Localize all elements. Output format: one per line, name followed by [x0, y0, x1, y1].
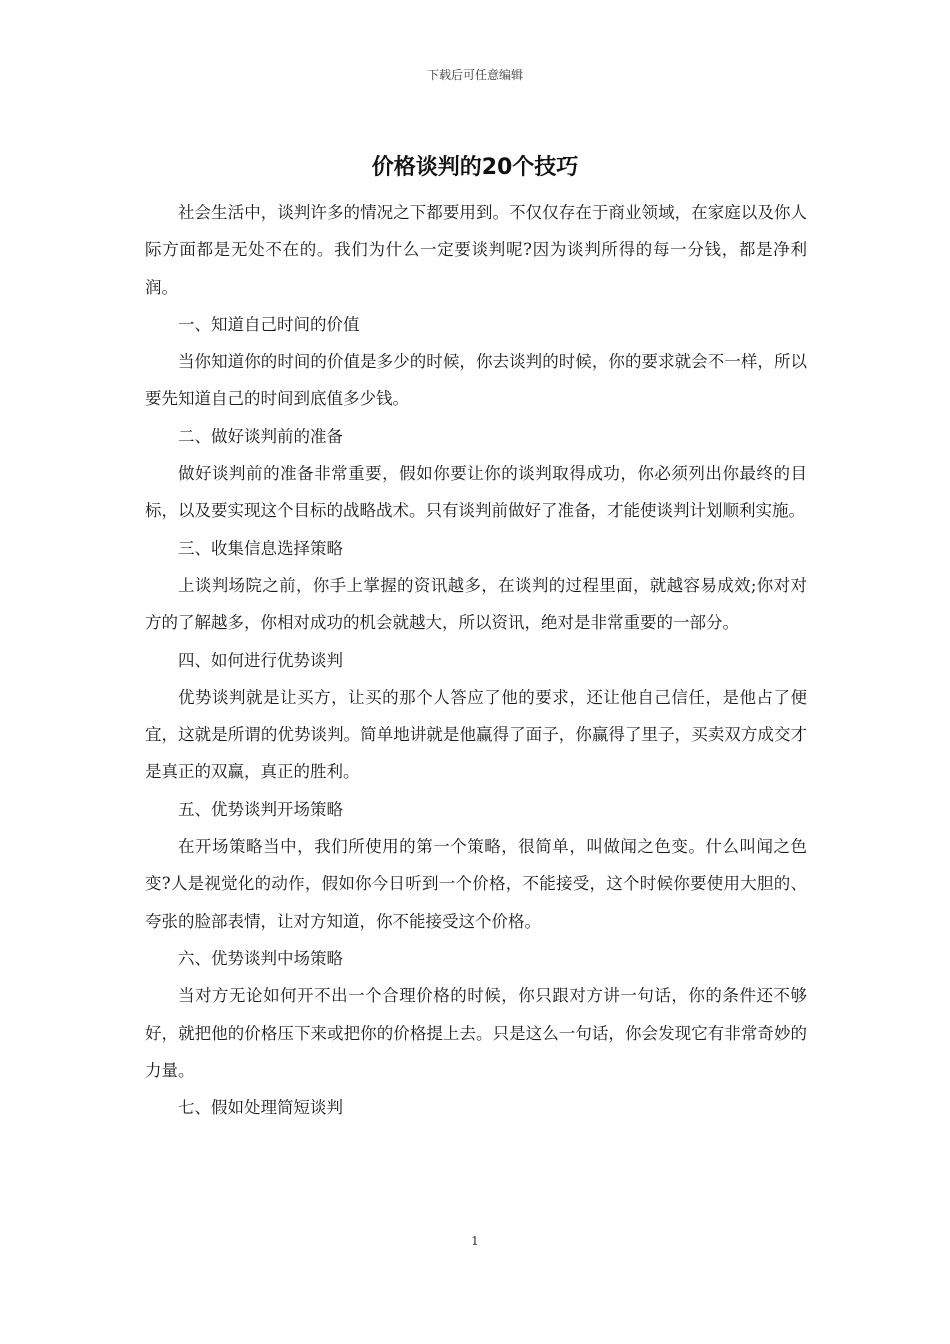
section-heading-1: 一、知道自己时间的价值 [178, 314, 360, 334]
section-heading-2: 二、做好谈判前的准备 [178, 426, 343, 446]
section-paragraph-3: 上谈判场院之前，你手上掌握的资讯越多，在谈判的过程里面，就越容易成效;你对对方的了解越多，你相对成功的机会就越大，所以资讯，绝对是非常重要的一部分。 [145, 575, 807, 633]
section-heading-5: 五、优势谈判开场策略 [178, 799, 343, 819]
document-body [145, 194, 807, 1126]
section-paragraph-6: 当对方无论如何开不出一个合理价格的时候，你只跟对方讲一句话，你的条件还不够好，就把他的价格压下来或把你的价格提上去。只是这么一句话，你会发现它有非常奇妙的力量。 [145, 986, 807, 1080]
page-number: 1 [471, 1234, 479, 1248]
page-header: 下载后可任意编辑 [426, 68, 523, 82]
intro-paragraph: 社会生活中，谈判许多的情况之下都要用到。不仅仅存在于商业领域，在家庭以及你人际方面都是无处不在的。我们为什么一定要谈判呢?因为谈判所得的每一分钱，都是净利润。 [145, 203, 807, 297]
section-paragraph-1: 当你知道你的时间的价值是多少的时候，你去谈判的时候，你的要求就会不一样，所以要先知道自己的时间到底值多少钱。 [145, 352, 807, 409]
section-heading-6: 六、优势谈判中场策略 [178, 948, 343, 968]
document-title: 价格谈判的20个技巧 [371, 155, 579, 180]
section-heading-7: 七、假如处理简短谈判 [178, 1098, 343, 1118]
section-paragraph-5: 在开场策略当中，我们所使用的第一个策略，很简单，叫做闻之色变。什么叫闻之色变?人是视觉化的动作，假如你今日听到一个价格，不能接受，这个时候你要使用大胆的、夸张的脸部表情，让对方知道，你不能接受这个价格。 [145, 837, 807, 931]
section-heading-3: 三、收集信息选择策略 [178, 538, 343, 558]
section-paragraph-2: 做好谈判前的准备非常重要，假如你要让你的谈判取得成功，你必须列出你最终的目标，以及要实现这个目标的战略战术。只有谈判前做好了准备，才能使谈判计划顺利实施。 [145, 464, 807, 521]
section-paragraph-4: 优势谈判就是让买方，让买的那个人答应了他的要求，还让他自己信任，是他占了便宜，这就是所谓的优势谈判。简单地讲就是他赢得了面子，你赢得了里子，买卖双方成交才是真正的双赢，真正的胜利。 [145, 687, 807, 782]
section-heading-4: 四、如何进行优势谈判 [178, 650, 343, 670]
